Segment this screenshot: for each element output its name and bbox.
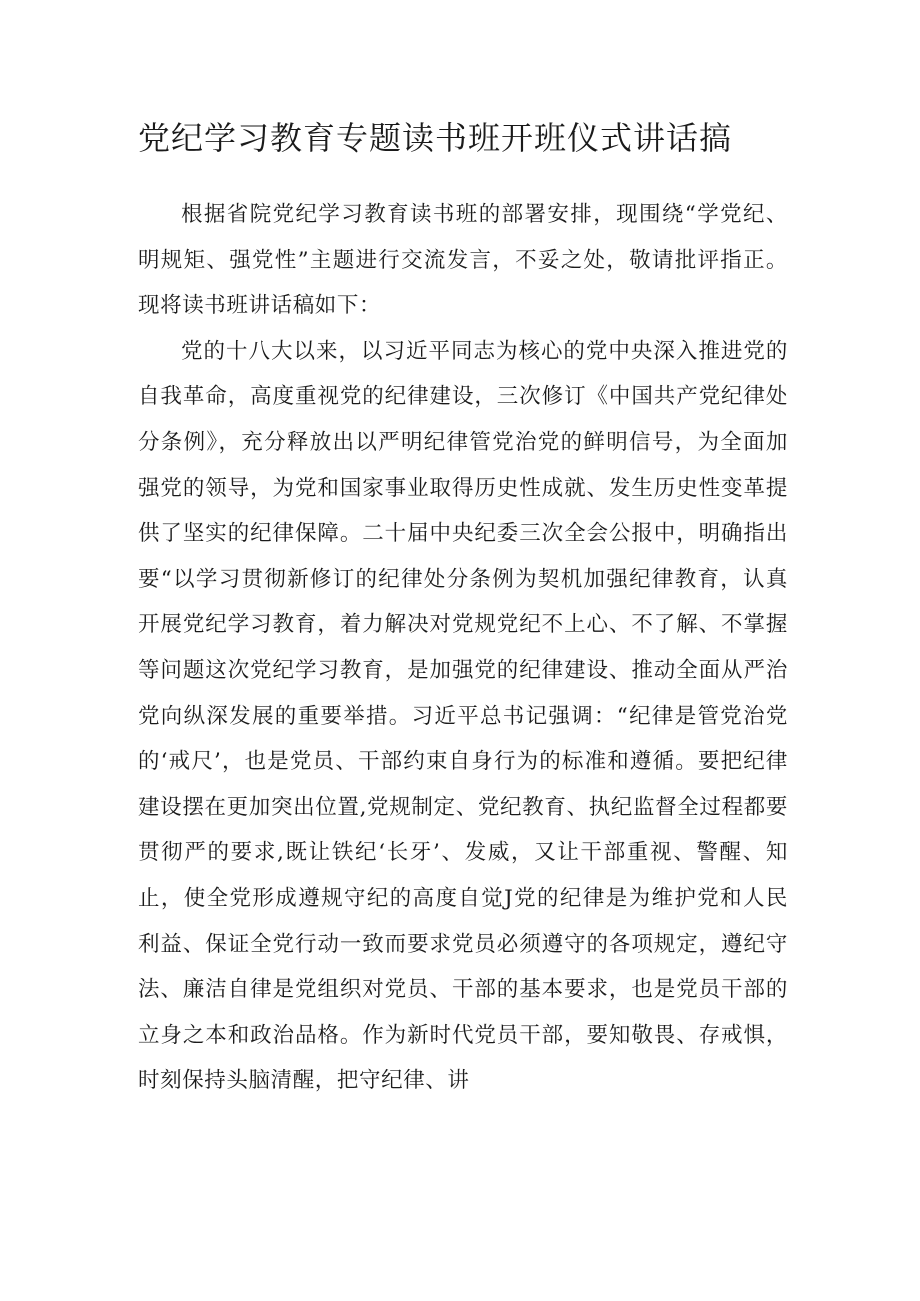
paragraph-main: 党的十八大以来，以习近平同志为核心的党中央深入推进党的自我革命，高度重视党的纪律建设，三次修订《中国共产党纪律处分条例》，充分释放出以严明纪律管党治党的鲜明信号，为全面加强党的领导，为党和国家事业取得历史性成就、发生历史性变革提供了坚实的纪律保障。二十届中央纪委三次全会公报中，明确指出要“以学习贯彻新修订的纪律处分条例为契机加强纪律教育，认真开展党纪学习教育，着力解决对党规党纪不上心、不了解、不掌握等问题这次党纪学习教育，是加强党的纪律建设、推动全面从严治党向纵深发展的重要举措。习近平总书记强调：“纪律是管党治党的‘戒尺’，也是党员、干部约束自身行为的标准和遵循。要把纪律建设摆在更加突出位置,党规制定、党纪教育、执纪监督全过程都要贯彻严的要求,既让铁纪‘长牙’、发威，又让干部重视、警醒、知止，使全党形成遵规守纪的高度自觉J党的纪律是为维护党和人民利益、保证全党行动一致而要求党员必须遵守的各项规定，遵纪守法、廉洁自律是党组织对党员、干部的基本要求，也是党员干部的立身之本和政治品格。作为新时代党员干部，要知敬畏、存戒惧，时刻保持头脑清醒，把守纪律、讲 <box>138 338 788 1094</box>
document-title: 党纪学习教育专题读书班开班仪式讲话搞 <box>138 119 733 157</box>
paragraph-intro: 根据省院党纪学习教育读书班的部署安排，现围绕“学党纪、明规矩、强党性”主题进行交流发言，不妥之处，敬请批评指正。现将读书班讲话稿如下： <box>138 202 788 319</box>
document-body <box>138 192 788 1104</box>
